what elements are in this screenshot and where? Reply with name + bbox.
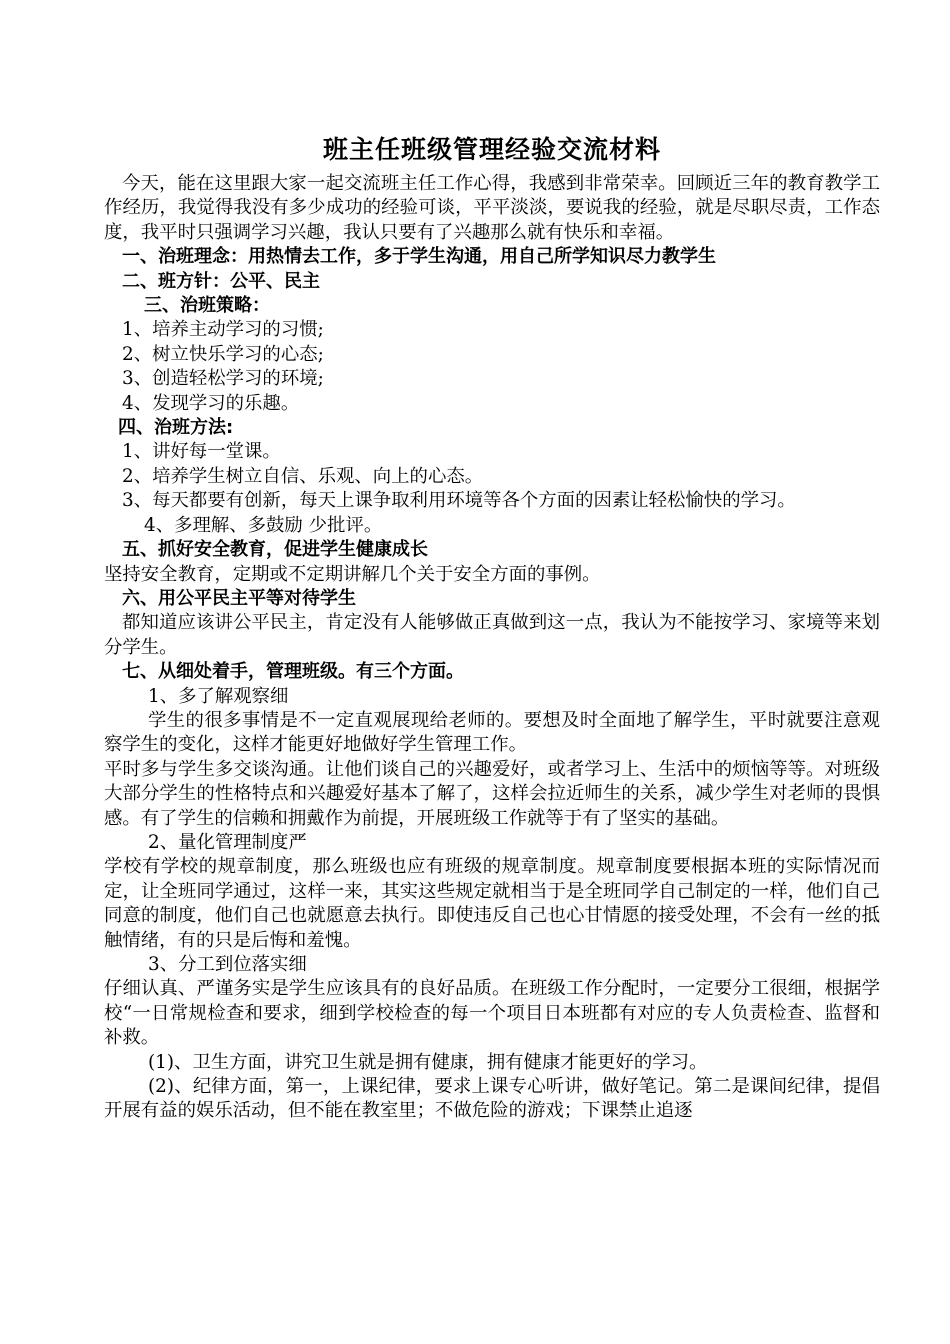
list-item: 2、培养学生树立自信、乐观、向上的心态。 [122,465,484,487]
document-page [104,128,880,1124]
subsection-heading: 2、量化管理制度严 [148,831,307,853]
section-heading-3: 三、治班策略： [144,295,270,317]
body-paragraph: 平时多与学生多交谈沟通。让他们谈自己的兴趣爱好，或者学习上、生活中的烦恼等等。对班级大部分学生的性格特点和兴趣爱好基本了解了，这样会拉近师生的关系，减少学生对老师的畏惧感。有了学生的信赖和拥戴作为前提，开展班级工作就等于有了坚实的基础。 [104,758,880,829]
list-item: 2、树立快乐学习的心态; [122,343,324,365]
subsection-heading: 1、多了解观察细 [148,685,289,707]
intro-paragraph: 今天，能在这里跟大家一起交流班主任工作心得，我感到非常荣幸。回顾近三年的教育教学工作经历，我觉得我没有多少成功的经验可谈，平平淡淡，要说我的经验，就是尽职尽责，工作态度，我平时只强调学习兴趣，我认只要有了兴趣那么就有快乐和幸福。 [104,173,880,243]
section-heading-4: 四、治班方法: [118,417,234,439]
list-item: 4、多理解、多鼓励 少批评。 [144,514,383,536]
list-item: 4、发现学习的乐趣。 [122,392,300,414]
section-heading-7: 七、从细处着手，管理班级。有三个方面。 [122,661,464,683]
document-title: 班主任班级管理经验交流材料 [322,135,661,164]
section-heading-2: 二、班方针：公平、民主 [122,270,320,292]
section-heading-5: 五、抓好安全教育，促进学生健康成长 [122,539,428,561]
body-paragraph: 都知道应该讲公平民主，肯定没有人能够做正真做到这一点，我认为不能按学习、家境等来划分学生。 [104,612,880,658]
subsection-heading: 3、分工到位落实细 [148,954,307,975]
body-paragraph: 仔细认真、严谨务实是学生应该具有的良好品质。在班级工作分配时，一定要分工很细，根据学校“一日常规检查和要求，细到学校检查的每一个项目日本班都有对应的专人负责检查、监督和补救。 [104,978,880,1049]
body-paragraph: 学校有学校的规章制度，那么班级也应有班级的规章制度。规章制度要根据本班的实际情况而定，让全班同学通过，这样一来，其实这些规定就相当于是全班同学自己制定的一样，他们自己同意的制度，他们自己也就愿意去执行。即使违反自己也心甘情愿的接受处理，不会有一丝的抵触情绪，有的只是后悔和羞愧。 [104,856,880,951]
section-heading-1: 一、治班理念：用热情去工作，多于学生沟通，用自己所学知识尽力教学生 [122,246,716,268]
body-paragraph: 学生的很多事情是不一定直观展现给老师的。要想及时全面地了解学生，平时就要注意观察学生的变化，这样才能更好地做好学生管理工作。 [104,709,880,756]
body-paragraph: (2)、纪律方面，第一，上课纪律，要求上课专心听讲，做好笔记。第二是课间纪律，提倡开展有益的娱乐活动，但不能在教室里；不做危险的游戏；下课禁止追逐 [104,1076,880,1122]
list-item: 3、每天都要有创新，每天上课争取利用环境等各个方面的因素让轻松愉快的学习。 [122,490,796,512]
body-paragraph: (1)、卫生方面，讲究卫生就是拥有健康，拥有健康才能更好的学习。 [148,1051,708,1073]
list-item: 1、讲好每一堂课。 [122,441,281,463]
list-item: 3、创造轻松学习的环境; [122,368,324,390]
body-paragraph: 坚持安全教育，定期或不定期讲解几个关于安全方面的事例。 [104,563,601,585]
list-item: 1、培养主动学习的习惯; [122,319,324,341]
section-heading-6: 六、用公平民主平等对待学生 [122,587,356,609]
